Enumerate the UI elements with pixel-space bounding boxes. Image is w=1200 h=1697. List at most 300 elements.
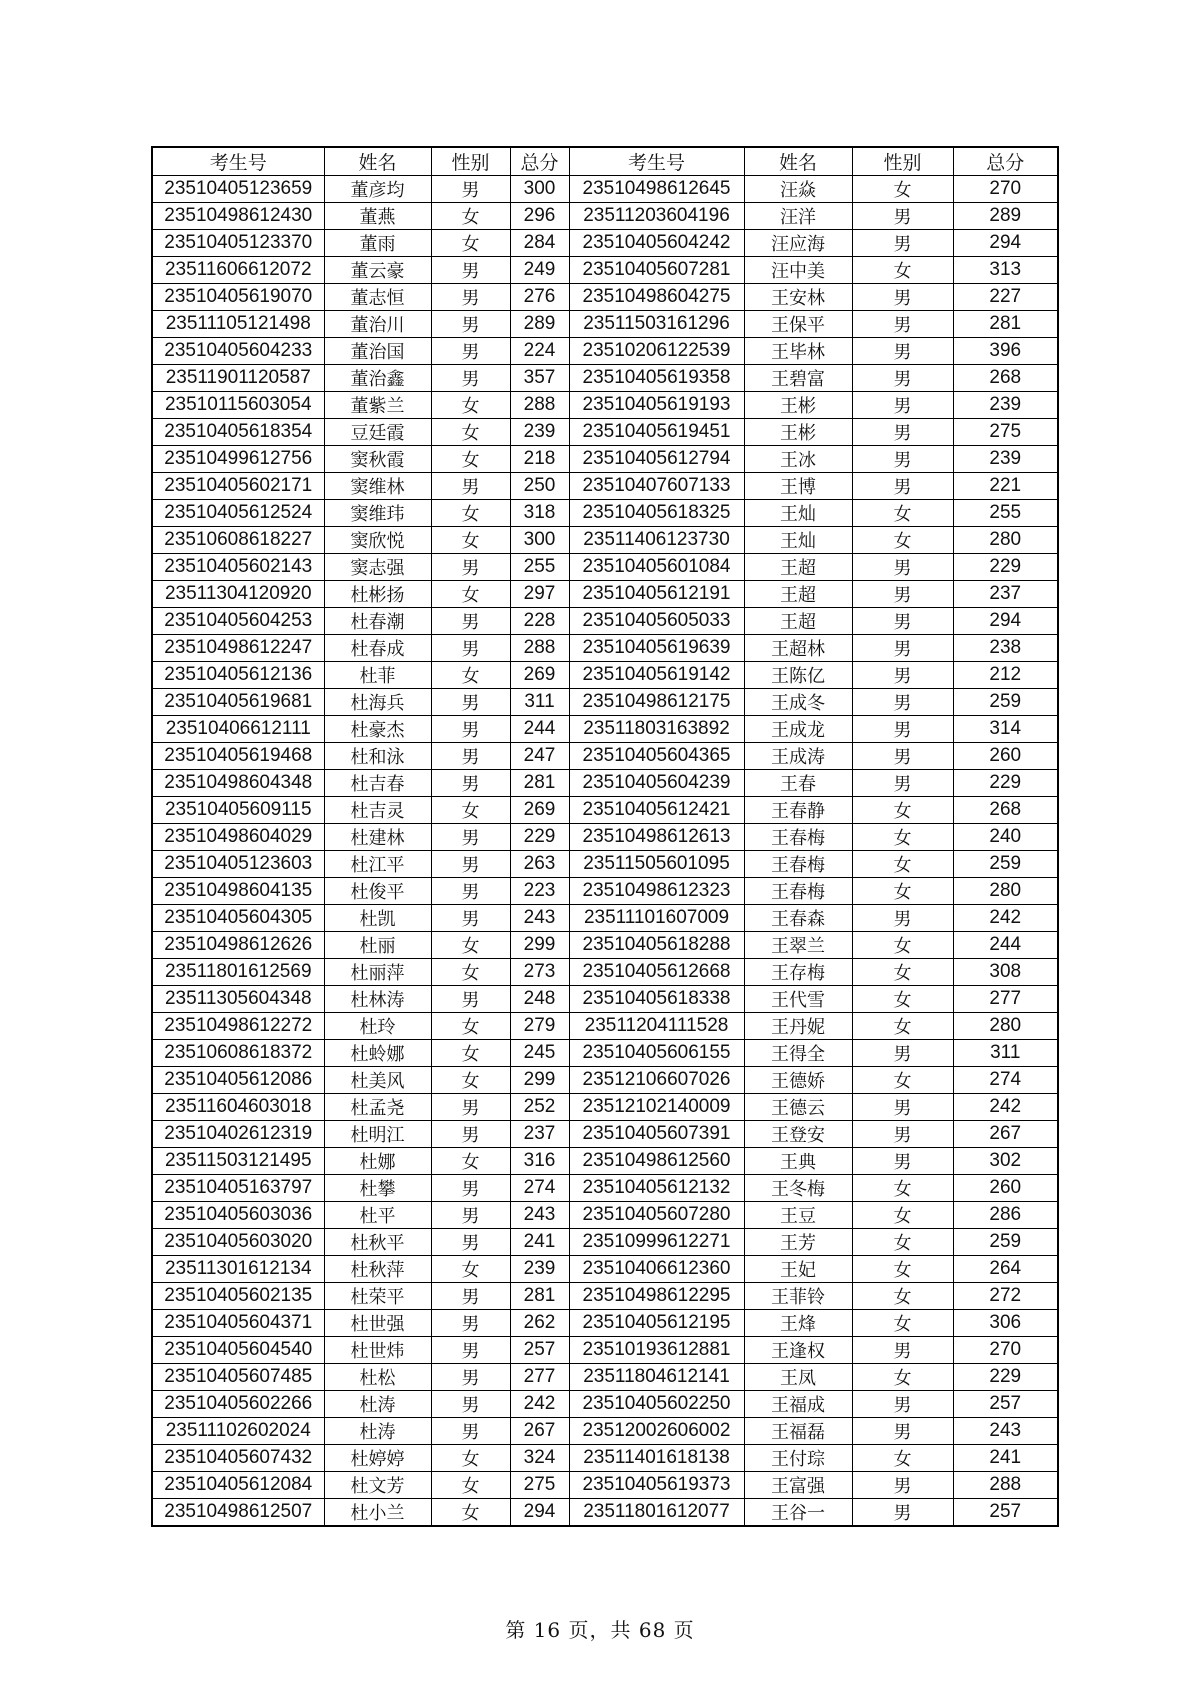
table-row — [152, 311, 1058, 338]
score-cell: 297 — [510, 581, 569, 608]
header-name-2: 姓名 — [744, 147, 852, 176]
name-cell: 董云豪 — [324, 257, 431, 284]
name-cell: 杜世炜 — [324, 1337, 431, 1364]
name-cell: 王保平 — [744, 311, 852, 338]
name-cell: 董治鑫 — [324, 365, 431, 392]
table-row — [152, 338, 1058, 365]
exam-id-cell: 23510405607280 — [569, 1202, 744, 1229]
gender-cell: 男 — [431, 905, 510, 932]
score-cell: 237 — [510, 1121, 569, 1148]
table-row — [152, 1337, 1058, 1364]
score-cell: 257 — [953, 1499, 1058, 1527]
gender-cell: 女 — [431, 446, 510, 473]
table-row — [152, 689, 1058, 716]
score-table — [151, 146, 1059, 1527]
score-cell: 270 — [953, 176, 1058, 203]
table-row — [152, 608, 1058, 635]
score-cell: 239 — [953, 392, 1058, 419]
name-cell: 王碧富 — [744, 365, 852, 392]
gender-cell: 女 — [431, 203, 510, 230]
exam-id-cell: 23510115603054 — [152, 392, 324, 419]
name-cell: 杜秋萍 — [324, 1256, 431, 1283]
score-cell: 273 — [510, 959, 569, 986]
score-cell: 239 — [510, 1256, 569, 1283]
exam-id-cell: 23510498612295 — [569, 1283, 744, 1310]
score-cell: 242 — [953, 1094, 1058, 1121]
gender-cell: 男 — [431, 365, 510, 392]
gender-cell: 女 — [852, 851, 953, 878]
exam-id-cell: 23510405604371 — [152, 1310, 324, 1337]
gender-cell: 男 — [431, 1391, 510, 1418]
table-row — [152, 986, 1058, 1013]
name-cell: 王代雪 — [744, 986, 852, 1013]
gender-cell: 男 — [431, 986, 510, 1013]
gender-cell: 男 — [431, 1094, 510, 1121]
name-cell: 杜孟尧 — [324, 1094, 431, 1121]
name-cell: 王超 — [744, 581, 852, 608]
table-row — [152, 1013, 1058, 1040]
score-cell: 294 — [510, 1499, 569, 1527]
exam-id-cell: 23511301612134 — [152, 1256, 324, 1283]
table-row — [152, 581, 1058, 608]
score-cell: 252 — [510, 1094, 569, 1121]
table-row — [152, 203, 1058, 230]
gender-cell: 男 — [431, 338, 510, 365]
name-cell: 豆廷霞 — [324, 419, 431, 446]
gender-cell: 男 — [431, 878, 510, 905]
name-cell: 王逢权 — [744, 1337, 852, 1364]
name-cell: 王富强 — [744, 1472, 852, 1499]
name-cell: 王丹妮 — [744, 1013, 852, 1040]
score-cell: 294 — [953, 608, 1058, 635]
table-row — [152, 1148, 1058, 1175]
exam-id-cell: 23510405612084 — [152, 1472, 324, 1499]
score-cell: 257 — [953, 1391, 1058, 1418]
score-cell: 243 — [953, 1418, 1058, 1445]
name-cell: 王冬梅 — [744, 1175, 852, 1202]
name-cell: 杜建林 — [324, 824, 431, 851]
name-cell: 王豆 — [744, 1202, 852, 1229]
name-cell: 杜娜 — [324, 1148, 431, 1175]
score-cell: 259 — [953, 1229, 1058, 1256]
gender-cell: 女 — [431, 392, 510, 419]
score-cell: 296 — [510, 203, 569, 230]
gender-cell: 男 — [852, 1040, 953, 1067]
exam-id-cell: 23510405607432 — [152, 1445, 324, 1472]
score-cell: 270 — [953, 1337, 1058, 1364]
gender-cell: 男 — [852, 365, 953, 392]
header-score-2: 总分 — [953, 147, 1058, 176]
exam-id-cell: 23510405619358 — [569, 365, 744, 392]
name-cell: 王成龙 — [744, 716, 852, 743]
name-cell: 王超 — [744, 608, 852, 635]
exam-id-cell: 23511804612141 — [569, 1364, 744, 1391]
table-row — [152, 1229, 1058, 1256]
score-cell: 281 — [953, 311, 1058, 338]
exam-id-cell: 23510405619193 — [569, 392, 744, 419]
table-row — [152, 500, 1058, 527]
exam-id-cell: 23510405123603 — [152, 851, 324, 878]
name-cell: 王付琮 — [744, 1445, 852, 1472]
gender-cell: 女 — [852, 1013, 953, 1040]
name-cell: 王灿 — [744, 500, 852, 527]
score-cell: 212 — [953, 662, 1058, 689]
exam-id-cell: 23511304120920 — [152, 581, 324, 608]
name-cell: 董燕 — [324, 203, 431, 230]
exam-id-cell: 23510498612645 — [569, 176, 744, 203]
gender-cell: 男 — [431, 554, 510, 581]
score-cell: 264 — [953, 1256, 1058, 1283]
table-row — [152, 1472, 1058, 1499]
gender-cell: 女 — [431, 1499, 510, 1527]
table-row — [152, 932, 1058, 959]
gender-cell: 女 — [431, 230, 510, 257]
exam-id-cell: 23510498604275 — [569, 284, 744, 311]
exam-id-cell: 23510405604365 — [569, 743, 744, 770]
gender-cell: 男 — [431, 1418, 510, 1445]
score-cell: 294 — [953, 230, 1058, 257]
exam-id-cell: 23510405619468 — [152, 743, 324, 770]
score-cell: 318 — [510, 500, 569, 527]
gender-cell: 男 — [852, 1472, 953, 1499]
gender-cell: 女 — [852, 1445, 953, 1472]
table-row — [152, 1391, 1058, 1418]
name-cell: 董治国 — [324, 338, 431, 365]
name-cell: 王博 — [744, 473, 852, 500]
exam-id-cell: 23510407607133 — [569, 473, 744, 500]
header-gender: 性别 — [431, 147, 510, 176]
header-score: 总分 — [510, 147, 569, 176]
exam-id-cell: 23510193612881 — [569, 1337, 744, 1364]
score-cell: 288 — [510, 635, 569, 662]
score-cell: 289 — [953, 203, 1058, 230]
score-cell: 277 — [953, 986, 1058, 1013]
exam-id-cell: 23510405605033 — [569, 608, 744, 635]
table-row — [152, 905, 1058, 932]
name-cell: 王超林 — [744, 635, 852, 662]
gender-cell: 女 — [431, 1256, 510, 1283]
gender-cell: 女 — [431, 959, 510, 986]
table-row — [152, 1256, 1058, 1283]
name-cell: 汪中美 — [744, 257, 852, 284]
gender-cell: 男 — [852, 635, 953, 662]
score-cell: 262 — [510, 1310, 569, 1337]
gender-cell: 女 — [852, 257, 953, 284]
gender-cell: 女 — [852, 1256, 953, 1283]
exam-id-cell: 23511801612569 — [152, 959, 324, 986]
name-cell: 王毕林 — [744, 338, 852, 365]
name-cell: 杜玲 — [324, 1013, 431, 1040]
gender-cell: 男 — [431, 689, 510, 716]
gender-cell: 男 — [431, 635, 510, 662]
gender-cell: 男 — [431, 1364, 510, 1391]
name-cell: 杜涛 — [324, 1391, 431, 1418]
gender-cell: 男 — [431, 1229, 510, 1256]
gender-cell: 男 — [431, 824, 510, 851]
name-cell: 窦秋霞 — [324, 446, 431, 473]
gender-cell: 女 — [852, 959, 953, 986]
score-cell: 240 — [953, 824, 1058, 851]
name-cell: 杜涛 — [324, 1418, 431, 1445]
gender-cell: 男 — [852, 1148, 953, 1175]
exam-id-cell: 23511901120587 — [152, 365, 324, 392]
table-row — [152, 959, 1058, 986]
exam-id-cell: 23510405607281 — [569, 257, 744, 284]
exam-id-cell: 23510498604348 — [152, 770, 324, 797]
score-cell: 221 — [953, 473, 1058, 500]
table-row — [152, 230, 1058, 257]
table-row — [152, 176, 1058, 203]
exam-id-cell: 23510405618325 — [569, 500, 744, 527]
exam-id-cell: 23510498612613 — [569, 824, 744, 851]
name-cell: 窦维林 — [324, 473, 431, 500]
table-row — [152, 743, 1058, 770]
name-cell: 王春梅 — [744, 851, 852, 878]
name-cell: 王春静 — [744, 797, 852, 824]
exam-id-cell: 23510405602135 — [152, 1283, 324, 1310]
gender-cell: 男 — [431, 473, 510, 500]
table-row — [152, 770, 1058, 797]
name-cell: 王凤 — [744, 1364, 852, 1391]
name-cell: 杜小兰 — [324, 1499, 431, 1527]
name-cell: 杜文芳 — [324, 1472, 431, 1499]
name-cell: 董治川 — [324, 311, 431, 338]
gender-cell: 女 — [431, 1148, 510, 1175]
exam-id-cell: 23510405619070 — [152, 284, 324, 311]
score-cell: 268 — [953, 797, 1058, 824]
name-cell: 王翠兰 — [744, 932, 852, 959]
name-cell: 杜平 — [324, 1202, 431, 1229]
gender-cell: 男 — [852, 581, 953, 608]
exam-id-cell: 23511503121495 — [152, 1148, 324, 1175]
score-cell: 249 — [510, 257, 569, 284]
exam-id-cell: 23511801612077 — [569, 1499, 744, 1527]
score-cell: 316 — [510, 1148, 569, 1175]
score-cell: 259 — [953, 851, 1058, 878]
score-cell: 247 — [510, 743, 569, 770]
name-cell: 杜春成 — [324, 635, 431, 662]
name-cell: 杜攀 — [324, 1175, 431, 1202]
gender-cell: 女 — [431, 1067, 510, 1094]
gender-cell: 男 — [852, 716, 953, 743]
score-cell: 243 — [510, 905, 569, 932]
score-cell: 255 — [953, 500, 1058, 527]
gender-cell: 女 — [852, 797, 953, 824]
gender-cell: 男 — [852, 1337, 953, 1364]
gender-cell: 男 — [852, 203, 953, 230]
gender-cell: 男 — [852, 608, 953, 635]
exam-id-cell: 23510405612524 — [152, 500, 324, 527]
gender-cell: 女 — [852, 527, 953, 554]
gender-cell: 女 — [852, 176, 953, 203]
score-cell: 229 — [953, 770, 1058, 797]
name-cell: 王德娇 — [744, 1067, 852, 1094]
exam-id-cell: 23512002606002 — [569, 1418, 744, 1445]
score-cell: 277 — [510, 1364, 569, 1391]
score-cell: 239 — [953, 446, 1058, 473]
exam-id-cell: 23510405619639 — [569, 635, 744, 662]
exam-id-cell: 23510405609115 — [152, 797, 324, 824]
gender-cell: 男 — [852, 392, 953, 419]
exam-id-cell: 23510405612421 — [569, 797, 744, 824]
name-cell: 王成涛 — [744, 743, 852, 770]
name-cell: 杜秋平 — [324, 1229, 431, 1256]
score-cell: 308 — [953, 959, 1058, 986]
score-cell: 241 — [953, 1445, 1058, 1472]
table-row — [152, 527, 1058, 554]
gender-cell: 女 — [852, 1202, 953, 1229]
score-cell: 289 — [510, 311, 569, 338]
exam-id-cell: 23510405604239 — [569, 770, 744, 797]
name-cell: 杜婷婷 — [324, 1445, 431, 1472]
gender-cell: 男 — [852, 419, 953, 446]
exam-id-cell: 23510608618372 — [152, 1040, 324, 1067]
exam-id-cell: 23510405612136 — [152, 662, 324, 689]
gender-cell: 男 — [431, 311, 510, 338]
name-cell: 杜菲 — [324, 662, 431, 689]
name-cell: 王存梅 — [744, 959, 852, 986]
name-cell: 王彬 — [744, 392, 852, 419]
score-cell: 280 — [953, 1013, 1058, 1040]
gender-cell: 男 — [852, 1499, 953, 1527]
gender-cell: 男 — [852, 554, 953, 581]
name-cell: 王春梅 — [744, 824, 852, 851]
score-cell: 288 — [953, 1472, 1058, 1499]
score-cell: 279 — [510, 1013, 569, 1040]
name-cell: 杜春潮 — [324, 608, 431, 635]
score-cell: 245 — [510, 1040, 569, 1067]
table-row — [152, 1202, 1058, 1229]
exam-id-cell: 23510405602250 — [569, 1391, 744, 1418]
exam-id-cell: 23510498612560 — [569, 1148, 744, 1175]
score-cell: 224 — [510, 338, 569, 365]
exam-id-cell: 23510405607391 — [569, 1121, 744, 1148]
gender-cell: 男 — [431, 743, 510, 770]
score-cell: 299 — [510, 1067, 569, 1094]
exam-id-cell: 23510405603020 — [152, 1229, 324, 1256]
name-cell: 王灿 — [744, 527, 852, 554]
table-row — [152, 797, 1058, 824]
score-cell: 242 — [510, 1391, 569, 1418]
name-cell: 杜丽 — [324, 932, 431, 959]
score-cell: 306 — [953, 1310, 1058, 1337]
table-row — [152, 257, 1058, 284]
score-cell: 299 — [510, 932, 569, 959]
table-body — [152, 176, 1058, 1527]
exam-id-cell: 23510608618227 — [152, 527, 324, 554]
exam-id-cell: 23511305604348 — [152, 986, 324, 1013]
exam-id-cell: 23510498612247 — [152, 635, 324, 662]
name-cell: 王芳 — [744, 1229, 852, 1256]
name-cell: 杜吉春 — [324, 770, 431, 797]
exam-id-cell: 23510405619451 — [569, 419, 744, 446]
gender-cell: 女 — [852, 932, 953, 959]
name-cell: 王得全 — [744, 1040, 852, 1067]
name-cell: 杜世强 — [324, 1310, 431, 1337]
name-cell: 王谷一 — [744, 1499, 852, 1527]
name-cell: 杜豪杰 — [324, 716, 431, 743]
gender-cell: 女 — [852, 1229, 953, 1256]
gender-cell: 女 — [431, 797, 510, 824]
score-cell: 267 — [953, 1121, 1058, 1148]
exam-id-cell: 23511503161296 — [569, 311, 744, 338]
table-row — [152, 824, 1058, 851]
exam-id-cell: 23510405619373 — [569, 1472, 744, 1499]
name-cell: 王登安 — [744, 1121, 852, 1148]
gender-cell: 男 — [431, 1175, 510, 1202]
exam-id-cell: 23510405604305 — [152, 905, 324, 932]
gender-cell: 男 — [852, 1418, 953, 1445]
gender-cell: 男 — [852, 770, 953, 797]
score-cell: 257 — [510, 1337, 569, 1364]
score-cell: 244 — [510, 716, 569, 743]
table-row — [152, 1445, 1058, 1472]
exam-id-cell: 23510405602266 — [152, 1391, 324, 1418]
exam-id-cell: 23510405619681 — [152, 689, 324, 716]
score-cell: 229 — [953, 554, 1058, 581]
name-cell: 杜蛉娜 — [324, 1040, 431, 1067]
exam-id-cell: 23510405612794 — [569, 446, 744, 473]
score-cell: 267 — [510, 1418, 569, 1445]
exam-id-cell: 23510405612132 — [569, 1175, 744, 1202]
gender-cell: 女 — [431, 1472, 510, 1499]
name-cell: 王福成 — [744, 1391, 852, 1418]
exam-id-cell: 23510405618288 — [569, 932, 744, 959]
score-cell: 259 — [953, 689, 1058, 716]
score-cell: 237 — [953, 581, 1058, 608]
score-cell: 274 — [953, 1067, 1058, 1094]
name-cell: 汪洋 — [744, 203, 852, 230]
table-row — [152, 446, 1058, 473]
name-cell: 王春 — [744, 770, 852, 797]
name-cell: 汪焱 — [744, 176, 852, 203]
exam-id-cell: 23510405619142 — [569, 662, 744, 689]
score-cell: 300 — [510, 527, 569, 554]
name-cell: 董志恒 — [324, 284, 431, 311]
exam-id-cell: 23511406123730 — [569, 527, 744, 554]
score-cell: 227 — [953, 284, 1058, 311]
gender-cell: 女 — [431, 581, 510, 608]
score-cell: 280 — [953, 878, 1058, 905]
exam-id-cell: 23510405601084 — [569, 554, 744, 581]
table-row — [152, 662, 1058, 689]
gender-cell: 女 — [852, 1283, 953, 1310]
score-cell: 288 — [510, 392, 569, 419]
score-cell: 300 — [510, 176, 569, 203]
score-cell: 250 — [510, 473, 569, 500]
score-cell: 313 — [953, 257, 1058, 284]
name-cell: 窦志强 — [324, 554, 431, 581]
exam-id-cell: 23510405612668 — [569, 959, 744, 986]
exam-id-cell: 23511505601095 — [569, 851, 744, 878]
score-cell: 241 — [510, 1229, 569, 1256]
score-cell: 242 — [953, 905, 1058, 932]
score-cell: 238 — [953, 635, 1058, 662]
exam-id-cell: 23511606612072 — [152, 257, 324, 284]
gender-cell: 男 — [431, 1337, 510, 1364]
gender-cell: 男 — [431, 716, 510, 743]
score-cell: 274 — [510, 1175, 569, 1202]
gender-cell: 男 — [852, 905, 953, 932]
name-cell: 王陈亿 — [744, 662, 852, 689]
score-cell: 243 — [510, 1202, 569, 1229]
exam-id-cell: 23510405607485 — [152, 1364, 324, 1391]
gender-cell: 女 — [852, 878, 953, 905]
name-cell: 王春森 — [744, 905, 852, 932]
score-cell: 268 — [953, 365, 1058, 392]
score-cell: 260 — [953, 743, 1058, 770]
name-cell: 杜松 — [324, 1364, 431, 1391]
